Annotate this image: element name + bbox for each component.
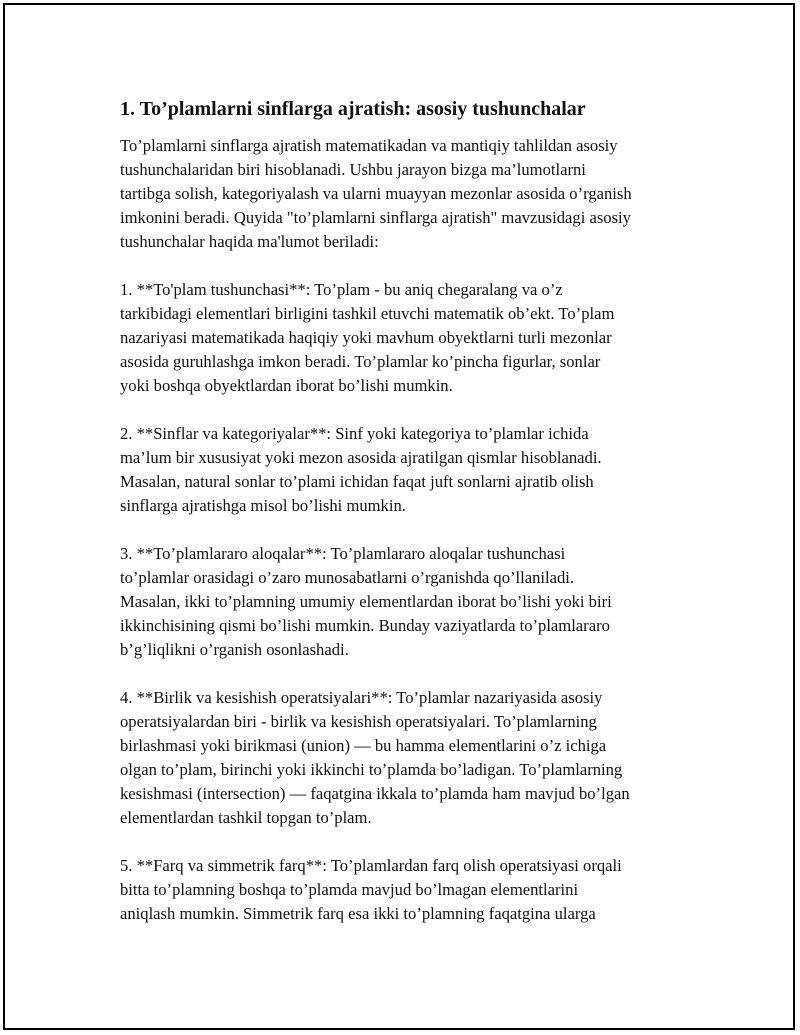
text-line: To’plamlarni sinflarga ajratish matematikadan va mantiqiy tahlildan asosiy [120,136,618,155]
text-line: Masalan, ikki to’plamning umumiy elementlardan iborat bo’lishi yoki biri [120,592,612,611]
text-line: nazariyasi matematikada haqiqiy yoki mavhum obyektlarni turli mezonlar [120,328,612,347]
paragraph-gap [120,254,700,278]
paragraph [120,854,700,926]
paragraph [120,542,700,662]
text-line: yoki boshqa obyektlardan iborat bo’lishi mumkin. [120,376,453,395]
text-line: olgan to’plam, birinchi yoki ikkinchi to’plamda bo’ladigan. To’plamlarning [120,760,623,779]
text-line: b’g’liqlikni o’rganish osonlashadi. [120,640,349,659]
text-line: ma’lum bir xususiyat yoki mezon asosida ajratilgan qismlar hisoblanadi. [120,448,602,467]
text-line: to’plamlar orasidagi o’zaro munosabatlarni o’rganishda qo’llaniladi. [120,568,575,587]
text-line: 3. **To’plamlararo aloqalar**: To’plamlararo aloqalar tushunchasi [120,544,566,563]
text-line: 2. **Sinflar va kategoriyalar**: Sinf yoki kategoriya to’plamlar ichida [120,424,589,443]
text-line: sinflarga ajratishga misol bo’lishi mumkin. [120,496,406,515]
paragraph [120,278,700,398]
text-line: kesishmasi (intersection) — faqatgina ikkala to’plamda ham mavjud bo’lgan [120,784,630,803]
text-line: Masalan, natural sonlar to’plami ichidan faqat juft sonlarni ajratib olish [120,472,594,491]
document-body [120,95,700,926]
text-line: ikkinchisining qismi bo’lishi mumkin. Bunday vaziyatlarda to’plamlararo [120,616,610,635]
text-line: tushunchalaridan biri hisoblanadi. Ushbu jarayon bizga ma’lumotlarni [120,160,586,179]
text-line: asosida guruhlashga imkon beradi. To’plamlar ko’pincha figurlar, sonlar [120,352,601,371]
text-line: operatsiyalardan biri - birlik va kesishish operatsiyalari. To’plamlarning [120,712,597,731]
paragraph [120,422,700,518]
text-line: 1. **To'plam tushunchasi**: To’plam - bu aniq chegaralang va o’z [120,280,563,299]
document-title: 1. To’plamlarni sinflarga ajratish: asosiy tushunchalar [120,98,586,120]
text-line: bitta to’plamning boshqa to’plamda mavjud bo’lmagan elementlarini [120,880,579,899]
text-line: 4. **Birlik va kesishish operatsiyalari**: To’plamlar nazariyasida asosiy [120,688,603,707]
paragraph-gap [120,518,700,542]
text-line: imkonini beradi. Quyida "to’plamlarni sinflarga ajratish" mavzusidagi asosiy [120,208,631,227]
paragraph-gap [120,830,700,854]
text-line: tushunchalar haqida ma'lumot beriladi: [120,232,379,251]
text-line: elementlardan tashkil topgan to’plam. [120,808,372,827]
paragraph [120,686,700,830]
text-line: aniqlash mumkin. Simmetrik farq esa ikki to’plamning faqatgina ularga [120,904,596,923]
page-frame [3,3,795,1030]
text-line: tarkibidagi elementlari birligini tashkil etuvchi matematik ob’ekt. To’plam [120,304,615,323]
paragraph-gap [120,662,700,686]
text-line: 5. **Farq va simmetrik farq**: To’plamlardan farq olish operatsiyasi orqali [120,856,622,875]
text-line: tartibga solish, kategoriyalash va ularni muayyan mezonlar asosida o’rganish [120,184,632,203]
text-line: birlashmasi yoki birikmasi (union) — bu hamma elementlarini o’z ichiga [120,736,607,755]
paragraph [120,134,700,254]
paragraph-gap [120,398,700,422]
